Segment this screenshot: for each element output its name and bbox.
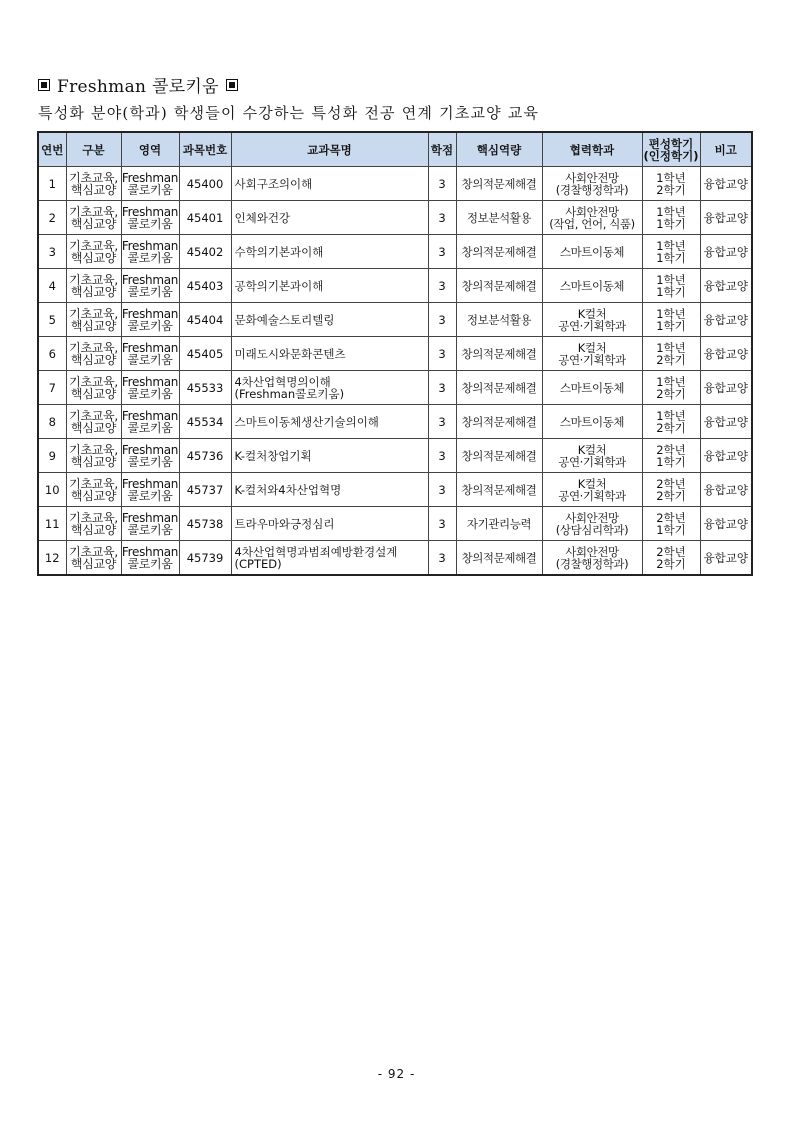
cell-note: 융합교양 bbox=[700, 337, 752, 371]
cell-note: 융합교양 bbox=[700, 201, 752, 235]
cell-course-code: 45736 bbox=[179, 439, 231, 473]
cell-no: 3 bbox=[38, 235, 66, 269]
cell-semester bbox=[642, 235, 700, 269]
cell-course-name-line: 스마트이동체생산기술의이해 bbox=[234, 414, 379, 429]
cell-semester-line: 2학기 bbox=[656, 420, 686, 435]
cell-course-name-line: (CPTED) bbox=[234, 556, 282, 571]
table-row bbox=[38, 337, 752, 371]
cell-course-name-line: 4차산업혁명의이해 bbox=[234, 374, 331, 389]
black-square-icon bbox=[38, 79, 50, 91]
cell-course-code: 45738 bbox=[179, 507, 231, 541]
cell-no: 11 bbox=[38, 507, 66, 541]
cell-course-code: 45533 bbox=[179, 371, 231, 405]
cell-semester bbox=[642, 371, 700, 405]
cell-category-line: 핵심교양 bbox=[70, 454, 117, 469]
cell-note: 융합교양 bbox=[700, 269, 752, 303]
cell-area-line: 콜로키움 bbox=[127, 284, 173, 299]
cell-competency: 창의적문제해결 bbox=[456, 337, 542, 371]
cell-course-code: 45401 bbox=[179, 201, 231, 235]
header-category-text: 구분 bbox=[82, 142, 105, 157]
cell-partner-dept bbox=[542, 439, 642, 473]
table-row bbox=[38, 303, 752, 337]
cell-credit: 3 bbox=[428, 235, 456, 269]
cell-category-line: 기초교육, bbox=[69, 272, 118, 287]
cell-category-line: 핵심교양 bbox=[70, 352, 117, 367]
header-note-text: 비고 bbox=[714, 142, 737, 157]
cell-area-line: 콜로키움 bbox=[127, 216, 173, 231]
cell-partner-dept-line: 스마트이동체 bbox=[559, 278, 625, 293]
cell-note: 융합교양 bbox=[700, 439, 752, 473]
cell-course-name bbox=[231, 541, 428, 576]
cell-course-name bbox=[231, 269, 428, 303]
table-header-row bbox=[38, 132, 752, 167]
cell-semester-line: 1학년 bbox=[656, 306, 686, 321]
cell-partner-dept-line: 사회안전망 bbox=[565, 510, 619, 525]
cell-partner-dept-line: K컬처 bbox=[577, 306, 607, 321]
table-row bbox=[38, 167, 752, 201]
cell-category-line: 기초교육, bbox=[69, 476, 118, 491]
cell-category bbox=[66, 269, 121, 303]
cell-course-name-line: K-컬처와4차산업혁명 bbox=[234, 482, 342, 497]
cell-area-line: 콜로키움 bbox=[127, 318, 173, 333]
cell-no: 1 bbox=[38, 167, 66, 201]
cell-course-name-line: 인체와건강 bbox=[234, 210, 291, 225]
cell-note: 융합교양 bbox=[700, 303, 752, 337]
table-row bbox=[38, 235, 752, 269]
cell-competency: 창의적문제해결 bbox=[456, 235, 542, 269]
cell-area-line: Freshman bbox=[121, 510, 179, 525]
cell-course-name-line: (Freshman콜로키움) bbox=[234, 386, 345, 401]
cell-category bbox=[66, 439, 121, 473]
cell-partner-dept bbox=[542, 201, 642, 235]
header-course-code bbox=[179, 132, 231, 167]
cell-course-name bbox=[231, 235, 428, 269]
cell-area-line: Freshman bbox=[121, 544, 179, 559]
cell-category-line: 기초교육, bbox=[69, 238, 118, 253]
cell-area bbox=[121, 337, 179, 371]
cell-area-line: Freshman bbox=[121, 374, 179, 389]
cell-course-name bbox=[231, 201, 428, 235]
cell-course-code: 45402 bbox=[179, 235, 231, 269]
cell-semester bbox=[642, 269, 700, 303]
cell-category-line: 핵심교양 bbox=[70, 216, 117, 231]
cell-category bbox=[66, 507, 121, 541]
cell-credit: 3 bbox=[428, 405, 456, 439]
cell-category bbox=[66, 405, 121, 439]
cell-area-line: Freshman bbox=[121, 272, 179, 287]
cell-area bbox=[121, 473, 179, 507]
cell-course-name-line: 공학의기본과이해 bbox=[234, 278, 324, 293]
header-no bbox=[38, 132, 66, 167]
cell-partner-dept bbox=[542, 337, 642, 371]
cell-area-line: Freshman bbox=[121, 340, 179, 355]
cell-category-line: 핵심교양 bbox=[70, 386, 117, 401]
cell-competency: 창의적문제해결 bbox=[456, 269, 542, 303]
cell-competency: 창의적문제해결 bbox=[456, 167, 542, 201]
cell-semester-line: 1학년 bbox=[656, 408, 686, 423]
cell-note: 융합교양 bbox=[700, 167, 752, 201]
cell-course-name-line: K-컬처창업기획 bbox=[234, 448, 312, 463]
cell-note: 융합교양 bbox=[700, 507, 752, 541]
cell-credit: 3 bbox=[428, 337, 456, 371]
cell-course-code: 45405 bbox=[179, 337, 231, 371]
cell-no: 7 bbox=[38, 371, 66, 405]
cell-course-name bbox=[231, 507, 428, 541]
cell-semester-line: 1학년 bbox=[656, 170, 686, 185]
cell-course-code: 45400 bbox=[179, 167, 231, 201]
cell-area bbox=[121, 371, 179, 405]
cell-area bbox=[121, 439, 179, 473]
cell-category bbox=[66, 337, 121, 371]
cell-no: 5 bbox=[38, 303, 66, 337]
table-row bbox=[38, 507, 752, 541]
cell-semester bbox=[642, 541, 700, 576]
cell-course-name bbox=[231, 371, 428, 405]
cell-competency: 창의적문제해결 bbox=[456, 473, 542, 507]
cell-area-line: Freshman bbox=[121, 306, 179, 321]
cell-course-code: 45534 bbox=[179, 405, 231, 439]
cell-area-line: 콜로키움 bbox=[127, 454, 173, 469]
cell-course-name bbox=[231, 303, 428, 337]
header-course-name-text: 교과목명 bbox=[307, 142, 352, 157]
header-area bbox=[121, 132, 179, 167]
cell-area-line: 콜로키움 bbox=[127, 420, 173, 435]
section-title-text: Freshman 콜로키움 bbox=[57, 77, 219, 97]
cell-partner-dept-line: 스마트이동체 bbox=[559, 414, 625, 429]
cell-partner-dept-line: 스마트이동체 bbox=[559, 244, 625, 259]
section-subtitle: 특성화 분야(학과) 학생들이 수강하는 특성화 전공 연계 기초교양 교육 bbox=[38, 104, 540, 122]
cell-area-line: 콜로키움 bbox=[127, 522, 173, 537]
cell-area-line: Freshman bbox=[121, 204, 179, 219]
cell-category-line: 기초교육, bbox=[69, 374, 118, 389]
cell-note: 융합교양 bbox=[700, 371, 752, 405]
cell-competency: 창의적문제해결 bbox=[456, 405, 542, 439]
cell-course-name-line: 4차산업혁명과범죄예방환경설계 bbox=[234, 544, 398, 559]
header-area-text: 영역 bbox=[138, 142, 162, 157]
cell-semester bbox=[642, 167, 700, 201]
cell-partner-dept-line: (경찰행정학과) bbox=[555, 182, 629, 197]
cell-semester bbox=[642, 473, 700, 507]
cell-course-code: 45404 bbox=[179, 303, 231, 337]
cell-category-line: 기초교육, bbox=[69, 340, 118, 355]
cell-semester-line: 1학기 bbox=[656, 318, 686, 333]
cell-area-line: 콜로키움 bbox=[127, 352, 173, 367]
cell-course-name-line: 미래도시와문화콘텐츠 bbox=[234, 346, 346, 361]
cell-partner-dept-line: (작업, 언어, 식품) bbox=[549, 216, 635, 231]
cell-category-line: 핵심교양 bbox=[70, 284, 117, 299]
cell-partner-dept-line: K컬처 bbox=[577, 442, 607, 457]
table-body bbox=[38, 167, 752, 576]
course-table bbox=[37, 131, 753, 576]
section-title bbox=[38, 72, 238, 97]
cell-partner-dept bbox=[542, 167, 642, 201]
cell-credit: 3 bbox=[428, 303, 456, 337]
cell-area-line: 콜로키움 bbox=[127, 488, 173, 503]
cell-category-line: 기초교육, bbox=[69, 442, 118, 457]
cell-semester-line: 2학년 bbox=[656, 476, 686, 491]
cell-no: 4 bbox=[38, 269, 66, 303]
cell-partner-dept bbox=[542, 371, 642, 405]
cell-area bbox=[121, 167, 179, 201]
cell-category-line: 핵심교양 bbox=[70, 182, 117, 197]
cell-partner-dept-line: (경찰행정학과) bbox=[555, 556, 629, 571]
cell-competency: 창의적문제해결 bbox=[456, 541, 542, 576]
page-number: - 92 - bbox=[377, 1067, 416, 1081]
cell-semester-line: 1학년 bbox=[656, 204, 686, 219]
cell-category bbox=[66, 371, 121, 405]
cell-competency: 자기관리능력 bbox=[456, 507, 542, 541]
cell-course-name bbox=[231, 337, 428, 371]
cell-no: 12 bbox=[38, 541, 66, 576]
cell-semester bbox=[642, 439, 700, 473]
cell-competency: 창의적문제해결 bbox=[456, 371, 542, 405]
cell-credit: 3 bbox=[428, 201, 456, 235]
black-square-icon bbox=[226, 79, 238, 91]
cell-partner-dept-line: 사회안전망 bbox=[565, 544, 619, 559]
cell-category-line: 핵심교양 bbox=[70, 522, 117, 537]
cell-no: 8 bbox=[38, 405, 66, 439]
table-row bbox=[38, 201, 752, 235]
cell-category bbox=[66, 201, 121, 235]
cell-course-name-line: 트라우마와긍정심리 bbox=[234, 516, 335, 531]
cell-partner-dept-line: 사회안전망 bbox=[565, 204, 619, 219]
cell-credit: 3 bbox=[428, 439, 456, 473]
cell-category-line: 기초교육, bbox=[69, 170, 118, 185]
header-credit bbox=[428, 132, 456, 167]
cell-area bbox=[121, 235, 179, 269]
cell-semester-line: 1학년 bbox=[656, 272, 686, 287]
cell-category bbox=[66, 473, 121, 507]
cell-partner-dept bbox=[542, 473, 642, 507]
cell-semester-line: 1학년 bbox=[656, 238, 686, 253]
cell-course-code: 45403 bbox=[179, 269, 231, 303]
cell-area-line: Freshman bbox=[121, 476, 179, 491]
cell-area-line: 콜로키움 bbox=[127, 556, 173, 571]
cell-competency: 정보분석활용 bbox=[456, 303, 542, 337]
cell-course-name-line: 사회구조의이해 bbox=[234, 176, 313, 191]
cell-category-line: 핵심교양 bbox=[70, 556, 117, 571]
cell-semester-line: 2학년 bbox=[656, 544, 686, 559]
cell-area-line: Freshman bbox=[121, 442, 179, 457]
header-partner-dept-text: 협력학과 bbox=[569, 142, 615, 157]
cell-area bbox=[121, 269, 179, 303]
cell-credit: 3 bbox=[428, 473, 456, 507]
header-note bbox=[700, 132, 752, 167]
cell-area-line: 콜로키움 bbox=[127, 182, 173, 197]
cell-no: 2 bbox=[38, 201, 66, 235]
cell-semester-line: 2학년 bbox=[656, 442, 686, 457]
cell-semester bbox=[642, 201, 700, 235]
cell-course-name bbox=[231, 473, 428, 507]
header-partner-dept bbox=[542, 132, 642, 167]
cell-competency: 정보분석활용 bbox=[456, 201, 542, 235]
cell-semester-line: 1학년 bbox=[656, 340, 686, 355]
table-row bbox=[38, 473, 752, 507]
cell-course-name-line: 문화예술스토리텔링 bbox=[234, 312, 335, 327]
cell-partner-dept bbox=[542, 541, 642, 576]
header-semester-text: 편성학기 bbox=[648, 136, 694, 151]
cell-no: 10 bbox=[38, 473, 66, 507]
cell-partner-dept-line: K컬처 bbox=[577, 340, 607, 355]
cell-semester-line: 2학기 bbox=[656, 182, 686, 197]
cell-category bbox=[66, 541, 121, 576]
cell-partner-dept-line: 스마트이동체 bbox=[559, 380, 625, 395]
cell-credit: 3 bbox=[428, 269, 456, 303]
cell-partner-dept bbox=[542, 235, 642, 269]
cell-semester-line: 2학기 bbox=[656, 386, 686, 401]
cell-course-name-line: 수학의기본과이해 bbox=[234, 244, 324, 259]
cell-category bbox=[66, 235, 121, 269]
cell-credit: 3 bbox=[428, 371, 456, 405]
table-row bbox=[38, 405, 752, 439]
cell-course-name bbox=[231, 167, 428, 201]
table-row bbox=[38, 371, 752, 405]
cell-area bbox=[121, 405, 179, 439]
cell-credit: 3 bbox=[428, 541, 456, 576]
header-category bbox=[66, 132, 121, 167]
cell-partner-dept bbox=[542, 405, 642, 439]
cell-partner-dept-line: K컬처 bbox=[577, 476, 607, 491]
cell-partner-dept bbox=[542, 269, 642, 303]
cell-category-line: 기초교육, bbox=[69, 544, 118, 559]
cell-area bbox=[121, 303, 179, 337]
cell-area bbox=[121, 541, 179, 576]
cell-note: 융합교양 bbox=[700, 473, 752, 507]
cell-semester-line: 1학기 bbox=[656, 284, 686, 299]
cell-credit: 3 bbox=[428, 507, 456, 541]
cell-course-code: 45737 bbox=[179, 473, 231, 507]
cell-semester-line: 2학년 bbox=[656, 510, 686, 525]
cell-category bbox=[66, 167, 121, 201]
cell-course-name bbox=[231, 439, 428, 473]
cell-semester-line: 1학년 bbox=[656, 374, 686, 389]
cell-category bbox=[66, 303, 121, 337]
cell-area-line: Freshman bbox=[121, 238, 179, 253]
cell-semester-line: 2학기 bbox=[656, 488, 686, 503]
cell-category-line: 핵심교양 bbox=[70, 250, 117, 265]
cell-area bbox=[121, 507, 179, 541]
cell-partner-dept-line: 사회안전망 bbox=[565, 170, 619, 185]
cell-partner-dept-line: 공연·기획학과 bbox=[558, 352, 626, 367]
cell-note: 융합교양 bbox=[700, 405, 752, 439]
cell-area-line: 콜로키움 bbox=[127, 386, 173, 401]
cell-category-line: 기초교육, bbox=[69, 408, 118, 423]
cell-category-line: 기초교육, bbox=[69, 510, 118, 525]
cell-category-line: 핵심교양 bbox=[70, 488, 117, 503]
cell-partner-dept bbox=[542, 303, 642, 337]
table-row bbox=[38, 439, 752, 473]
table-row bbox=[38, 541, 752, 576]
cell-note: 융합교양 bbox=[700, 235, 752, 269]
header-semester-text: (인정학기) bbox=[643, 148, 699, 163]
header-competency-text: 핵심역량 bbox=[476, 142, 522, 157]
cell-semester bbox=[642, 337, 700, 371]
cell-partner-dept-line: (상담심리학과) bbox=[555, 522, 629, 537]
cell-area-line: 콜로키움 bbox=[127, 250, 173, 265]
cell-category-line: 기초교육, bbox=[69, 204, 118, 219]
table-row bbox=[38, 269, 752, 303]
header-course-code-text: 과목번호 bbox=[182, 142, 228, 157]
header-no-text: 연번 bbox=[41, 142, 64, 157]
cell-partner-dept-line: 공연·기획학과 bbox=[558, 488, 626, 503]
cell-semester-line: 1학기 bbox=[656, 522, 686, 537]
cell-semester-line: 1학기 bbox=[656, 454, 686, 469]
cell-partner-dept-line: 공연·기획학과 bbox=[558, 318, 626, 333]
cell-competency: 창의적문제해결 bbox=[456, 439, 542, 473]
cell-note: 융합교양 bbox=[700, 541, 752, 576]
cell-credit: 3 bbox=[428, 167, 456, 201]
cell-area-line: Freshman bbox=[121, 170, 179, 185]
cell-course-name bbox=[231, 405, 428, 439]
cell-semester-line: 1학기 bbox=[656, 216, 686, 231]
cell-area-line: Freshman bbox=[121, 408, 179, 423]
cell-category-line: 기초교육, bbox=[69, 306, 118, 321]
cell-semester bbox=[642, 405, 700, 439]
cell-semester-line: 2학기 bbox=[656, 352, 686, 367]
header-course-name bbox=[231, 132, 428, 167]
cell-category-line: 핵심교양 bbox=[70, 420, 117, 435]
cell-semester-line: 2학기 bbox=[656, 556, 686, 571]
cell-partner-dept-line: 공연·기획학과 bbox=[558, 454, 626, 469]
cell-semester bbox=[642, 507, 700, 541]
header-competency bbox=[456, 132, 542, 167]
cell-area bbox=[121, 201, 179, 235]
cell-partner-dept bbox=[542, 507, 642, 541]
cell-no: 6 bbox=[38, 337, 66, 371]
header-credit-text: 학점 bbox=[430, 142, 454, 157]
cell-semester-line: 1학기 bbox=[656, 250, 686, 265]
cell-no: 9 bbox=[38, 439, 66, 473]
cell-course-code: 45739 bbox=[179, 541, 231, 576]
cell-category-line: 핵심교양 bbox=[70, 318, 117, 333]
header-semester bbox=[642, 132, 700, 167]
cell-semester bbox=[642, 303, 700, 337]
